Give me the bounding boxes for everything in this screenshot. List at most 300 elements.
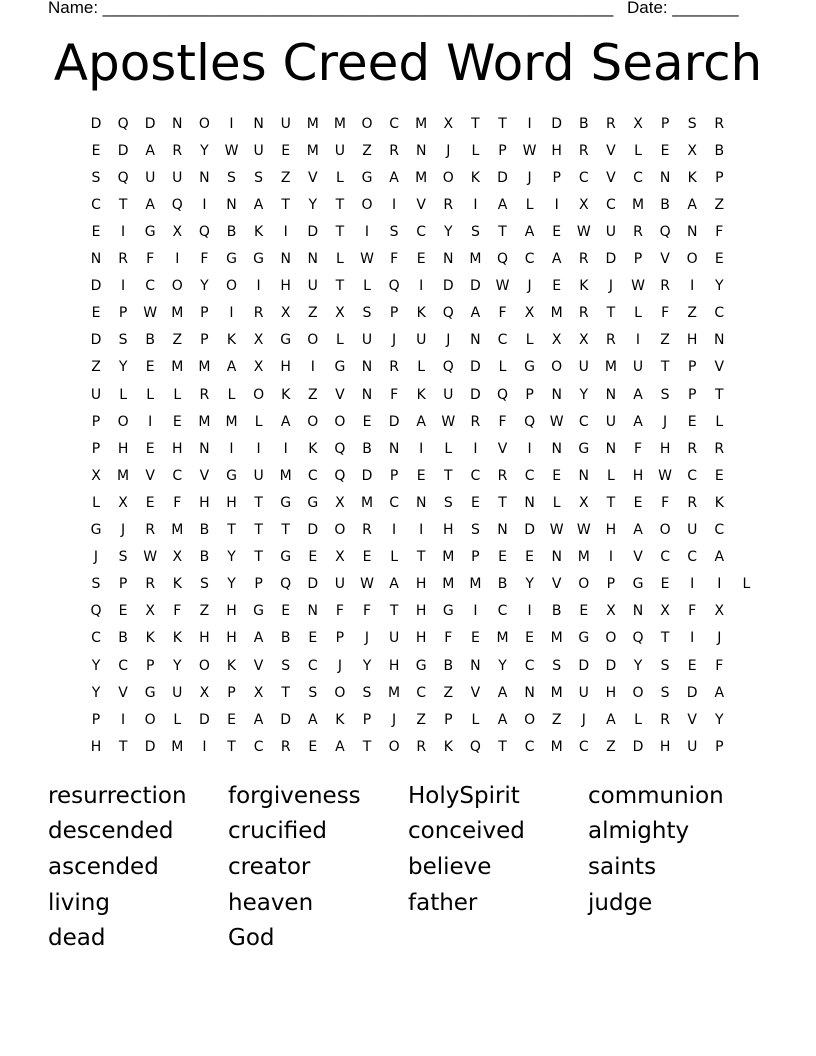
grid-letter: X <box>579 494 589 511</box>
grid-letter: W <box>522 142 537 159</box>
grid-letter: F <box>362 603 372 620</box>
grid-letter: L <box>173 711 182 728</box>
grid-letter: M <box>225 413 238 430</box>
grid-letter: X <box>199 684 210 701</box>
grid-letter: R <box>389 142 399 159</box>
grid-letter: P <box>335 630 345 647</box>
grid-letter: H <box>388 657 400 674</box>
grid-letter: S <box>118 332 128 349</box>
grid-letter: H <box>686 332 698 349</box>
grid-letter: I <box>419 522 424 538</box>
grid-letter: R <box>145 576 156 593</box>
grid-letter: Q <box>496 251 509 267</box>
grid-letter: T <box>660 359 670 376</box>
grid-letter: Q <box>659 223 671 240</box>
grid-letter: D <box>524 522 535 538</box>
grid-letter: D <box>361 467 373 484</box>
grid-letter: C <box>253 738 264 755</box>
grid-letter: Z <box>308 386 318 403</box>
grid-letter: A <box>497 684 508 701</box>
grid-letter: O <box>578 576 590 593</box>
grid-letter: H <box>226 630 237 647</box>
grid-letter: Y <box>227 549 236 566</box>
grid-letter: N <box>361 359 373 376</box>
grid-letter: F <box>173 603 182 620</box>
grid-letter: M <box>306 115 319 132</box>
grid-letter: A <box>714 684 725 701</box>
grid-letter: E <box>416 251 426 267</box>
grid-letter: T <box>227 522 236 538</box>
grid-letter: E <box>552 278 562 295</box>
grid-letter: I <box>283 440 288 457</box>
grid-letter: S <box>254 169 264 186</box>
grid-letter: R <box>416 738 427 755</box>
grid-letter: L <box>227 386 236 403</box>
grid-letter: S <box>118 549 128 566</box>
grid-letter: N <box>199 169 210 186</box>
grid-letter: L <box>335 332 344 349</box>
grid-letter: D <box>307 223 319 240</box>
grid-letter: V <box>606 142 616 159</box>
grid-letter: Z <box>443 684 454 701</box>
grid-letter: O <box>334 413 346 430</box>
grid-letter: D <box>144 738 156 755</box>
grid-letter: L <box>363 278 371 295</box>
grid-letter: D <box>551 115 563 132</box>
grid-letter: U <box>632 359 644 376</box>
grid-letter: C <box>578 738 589 755</box>
grid-letter: F <box>715 657 724 674</box>
grid-letter: R <box>578 251 589 267</box>
grid-letter: O <box>171 278 183 295</box>
grid-letter: J <box>121 522 126 538</box>
grid-letter: R <box>660 711 670 728</box>
grid-letter: C <box>606 196 616 213</box>
grid-letter: J <box>663 413 668 430</box>
grid-letter: T <box>227 738 236 755</box>
grid-letter: C <box>633 169 643 186</box>
grid-letter: C <box>524 467 535 484</box>
grid-letter: Q <box>469 738 481 755</box>
grid-letter: F <box>173 494 182 511</box>
grid-letter: R <box>280 738 291 755</box>
grid-letter: E <box>91 305 101 322</box>
grid-letter: Q <box>117 115 129 132</box>
grid-letter: P <box>118 576 128 593</box>
grid-letter: D <box>199 711 210 728</box>
grid-letter: J <box>392 332 397 349</box>
grid-letter: L <box>634 711 642 728</box>
grid-letter: U <box>361 332 373 349</box>
grid-letter: E <box>91 142 101 159</box>
grid-letter: E <box>416 467 426 484</box>
grid-letter: X <box>524 305 535 322</box>
grid-letter: C <box>497 603 508 620</box>
grid-letter: A <box>497 711 508 728</box>
grid-letter: I <box>527 440 532 457</box>
grid-letter: L <box>525 332 534 349</box>
grid-letter: E <box>687 657 697 674</box>
grid-letter: C <box>687 467 698 484</box>
grid-letter: M <box>496 630 509 647</box>
grid-letter: Z <box>714 196 725 213</box>
grid-letter: O <box>524 711 536 728</box>
grid-letter: R <box>470 413 481 430</box>
word-list-item: ascended <box>48 854 159 880</box>
grid-letter: F <box>715 223 724 240</box>
grid-letter: M <box>171 305 184 322</box>
grid-letter: N <box>415 142 427 159</box>
grid-letter: T <box>606 494 616 511</box>
grid-letter: F <box>335 603 344 620</box>
grid-letter: Q <box>388 278 400 295</box>
grid-letter: P <box>687 359 697 376</box>
grid-letter: N <box>714 332 725 349</box>
grid-letter: H <box>280 278 291 295</box>
grid-letter: N <box>226 196 237 213</box>
grid-letter: I <box>635 332 641 349</box>
grid-letter: K <box>335 711 345 728</box>
grid-letter: M <box>279 467 292 484</box>
grid-letter: M <box>577 549 590 566</box>
grid-letter: U <box>578 359 589 376</box>
word-list-item: judge <box>588 890 653 916</box>
grid-letter: X <box>172 223 183 240</box>
grid-letter: R <box>687 440 698 457</box>
grid-letter: H <box>226 494 237 511</box>
grid-letter: P <box>145 657 155 674</box>
grid-letter: S <box>470 522 480 538</box>
grid-letter: U <box>687 738 698 755</box>
grid-letter: B <box>118 630 128 647</box>
grid-letter: V <box>606 169 616 186</box>
grid-letter: Z <box>362 142 372 159</box>
grid-letter: X <box>579 332 589 349</box>
grid-letter: Q <box>632 630 644 647</box>
grid-letter: P <box>200 332 209 349</box>
grid-letter: O <box>144 711 156 728</box>
grid-letter: R <box>606 332 616 349</box>
grid-letter: J <box>93 549 99 566</box>
grid-letter: U <box>280 115 291 132</box>
word-list-item: communion <box>588 783 724 809</box>
grid-letter: W <box>441 413 456 430</box>
grid-letter: P <box>498 142 507 159</box>
grid-letter: A <box>633 522 643 538</box>
grid-letter: D <box>90 278 102 295</box>
grid-letter: L <box>335 251 344 267</box>
grid-letter: A <box>389 576 399 593</box>
grid-letter: B <box>443 657 454 674</box>
grid-letter: L <box>417 359 426 376</box>
grid-letter: C <box>416 223 427 240</box>
grid-letter: C <box>91 630 101 647</box>
grid-letter: V <box>118 684 128 701</box>
grid-letter: A <box>606 711 616 728</box>
word-list-item: creator <box>228 854 311 880</box>
grid-letter: R <box>118 251 128 267</box>
grid-letter: I <box>283 223 288 240</box>
grid-letter: J <box>446 142 451 159</box>
grid-letter: X <box>335 494 345 511</box>
grid-letter: T <box>498 223 507 240</box>
grid-letter: W <box>360 576 374 593</box>
word-list-item: father <box>408 890 478 916</box>
grid-letter: R <box>714 115 725 132</box>
grid-letter: T <box>498 494 507 511</box>
grid-letter: S <box>470 223 480 240</box>
grid-letter: L <box>119 386 127 403</box>
grid-letter: T <box>254 522 263 538</box>
grid-letter: N <box>307 603 319 620</box>
grid-letter: P <box>552 169 561 186</box>
grid-letter: K <box>687 169 697 186</box>
grid-letter: K <box>172 630 182 647</box>
grid-letter: D <box>578 657 590 674</box>
grid-letter: B <box>199 549 210 566</box>
grid-letter: X <box>606 603 616 620</box>
grid-letter: E <box>308 549 318 566</box>
grid-letter: S <box>227 169 236 186</box>
grid-letter: T <box>471 115 480 132</box>
grid-letter: T <box>606 305 616 322</box>
grid-letter: P <box>633 251 643 267</box>
grid-letter: P <box>362 711 372 728</box>
grid-letter: C <box>524 738 535 755</box>
grid-letter: E <box>579 603 589 620</box>
grid-letter: R <box>145 522 156 538</box>
grid-letter: N <box>90 251 102 267</box>
grid-letter: I <box>229 115 234 132</box>
grid-letter: Y <box>200 142 209 159</box>
grid-letter: A <box>633 413 643 430</box>
grid-letter: L <box>715 413 724 430</box>
grid-letter: T <box>281 196 290 213</box>
grid-letter: I <box>148 413 153 430</box>
grid-letter: A <box>416 413 426 430</box>
grid-letter: W <box>495 278 510 295</box>
grid-letter: D <box>442 278 454 295</box>
grid-letter: C <box>118 657 128 674</box>
grid-letter: P <box>227 684 236 701</box>
grid-letter: J <box>364 630 370 647</box>
grid-letter: V <box>660 251 670 267</box>
grid-letter: I <box>527 115 532 132</box>
grid-letter: G <box>253 603 265 620</box>
grid-letter: G <box>524 359 536 376</box>
grid-letter: C <box>91 196 101 213</box>
grid-letter: F <box>688 603 697 620</box>
grid-letter: S <box>91 576 101 593</box>
grid-letter: G <box>280 494 292 511</box>
grid-letter: X <box>660 603 670 620</box>
grid-letter: M <box>415 169 428 186</box>
grid-letter: I <box>690 278 695 295</box>
grid-letter: T <box>389 603 399 620</box>
grid-letter: S <box>91 169 101 186</box>
grid-letter: Q <box>524 413 536 430</box>
grid-letter: O <box>686 251 698 267</box>
grid-letter: I <box>554 196 559 213</box>
grid-letter: K <box>308 440 318 457</box>
grid-letter: M <box>360 494 374 511</box>
grid-letter: S <box>443 494 453 511</box>
grid-letter: P <box>91 440 101 457</box>
grid-letter: Q <box>334 440 346 457</box>
grid-letter: E <box>552 467 562 484</box>
grid-letter: Y <box>498 657 507 674</box>
grid-letter: S <box>389 223 399 240</box>
grid-letter: L <box>634 142 642 159</box>
grid-letter: B <box>280 630 291 647</box>
grid-letter: F <box>498 413 507 430</box>
grid-letter: M <box>198 359 211 376</box>
grid-letter: U <box>253 467 264 484</box>
grid-letter: C <box>524 251 535 267</box>
grid-letter: M <box>171 522 184 538</box>
grid-letter: L <box>92 494 100 511</box>
grid-letter: K <box>281 386 291 403</box>
grid-letter: Y <box>579 386 589 403</box>
grid-letter: A <box>226 359 237 376</box>
grid-letter: U <box>90 386 102 403</box>
word-list-item: heaven <box>228 890 314 916</box>
grid-letter: O <box>551 359 563 376</box>
grid-letter: Q <box>198 223 210 240</box>
grid-letter: N <box>307 251 319 267</box>
grid-letter: S <box>362 684 372 701</box>
grid-letter: Y <box>118 359 128 376</box>
grid-letter: W <box>576 522 591 538</box>
grid-letter: E <box>714 251 724 267</box>
word-list-item: resurrection <box>48 783 187 809</box>
grid-letter: H <box>605 684 617 701</box>
grid-letter: U <box>605 413 617 430</box>
grid-letter: K <box>145 630 155 647</box>
grid-letter: J <box>608 278 613 295</box>
grid-letter: O <box>361 115 373 132</box>
grid-letter: F <box>444 630 453 647</box>
grid-letter: R <box>253 305 264 322</box>
grid-letter: B <box>714 142 725 159</box>
grid-letter: W <box>549 413 564 430</box>
grid-letter: M <box>171 738 184 755</box>
grid-letter: C <box>578 169 589 186</box>
grid-letter: O <box>605 630 617 647</box>
grid-letter: D <box>280 711 292 728</box>
grid-letter: L <box>173 386 182 403</box>
grid-letter: M <box>604 359 617 376</box>
grid-letter: C <box>389 494 399 511</box>
grid-letter: E <box>525 549 535 566</box>
grid-letter: I <box>175 251 180 267</box>
grid-letter: I <box>121 711 126 728</box>
grid-letter: I <box>256 278 261 295</box>
grid-letter: B <box>362 440 372 457</box>
grid-letter: E <box>660 142 670 159</box>
grid-letter: G <box>632 576 644 593</box>
grid-letter: C <box>714 522 725 538</box>
grid-letter: R <box>389 359 399 376</box>
grid-letter: G <box>578 440 590 457</box>
grid-letter: D <box>90 332 102 349</box>
grid-letter: N <box>605 386 617 403</box>
grid-letter: R <box>687 494 698 511</box>
grid-letter: N <box>280 251 291 267</box>
grid-letter: M <box>550 684 563 701</box>
grid-letter: D <box>144 115 156 132</box>
grid-letter: B <box>578 115 589 132</box>
grid-letter: R <box>443 196 454 213</box>
grid-letter: E <box>227 711 236 728</box>
grid-letter: E <box>525 630 535 647</box>
grid-letter: N <box>415 494 427 511</box>
grid-letter: I <box>419 440 424 457</box>
grid-letter: X <box>579 196 589 213</box>
grid-letter: V <box>145 467 155 484</box>
grid-letter: Q <box>334 467 346 484</box>
grid-letter: D <box>307 576 319 593</box>
grid-letter: Y <box>91 684 101 701</box>
grid-letter: G <box>415 657 427 674</box>
grid-letter: T <box>498 115 507 132</box>
grid-letter: C <box>389 115 399 132</box>
grid-letter: E <box>687 413 697 430</box>
grid-letter: G <box>144 223 156 240</box>
grid-letter: I <box>121 278 126 295</box>
grid-letter: J <box>337 657 342 674</box>
grid-letter: D <box>388 413 400 430</box>
grid-letter: G <box>307 494 319 511</box>
grid-letter: W <box>658 467 673 484</box>
grid-letter: Z <box>91 359 101 376</box>
grid-letter: D <box>470 386 481 403</box>
grid-letter: E <box>633 494 643 511</box>
grid-letter: I <box>608 549 613 566</box>
grid-letter: M <box>198 413 211 430</box>
grid-letter: Q <box>90 603 102 620</box>
grid-letter: Z <box>199 603 210 620</box>
name-field-line: Name: ______________________________________________________ <box>48 0 614 17</box>
grid-letter: A <box>145 142 155 159</box>
grid-letter: M <box>442 549 455 566</box>
grid-letter: T <box>281 522 290 538</box>
grid-letter: O <box>307 332 319 349</box>
grid-letter: Y <box>715 278 724 295</box>
grid-letter: U <box>388 630 400 647</box>
grid-letter: M <box>469 576 482 593</box>
grid-letter: Q <box>171 196 183 213</box>
grid-letter: F <box>661 494 670 511</box>
grid-letter: X <box>687 142 697 159</box>
grid-letter: K <box>226 332 237 349</box>
grid-letter: O <box>225 278 238 295</box>
grid-letter: Y <box>525 576 534 593</box>
grid-letter: B <box>660 196 670 213</box>
grid-letter: J <box>581 711 586 728</box>
grid-letter: E <box>498 549 507 566</box>
grid-letter: U <box>334 576 346 593</box>
grid-letter: P <box>715 738 724 755</box>
grid-letter: B <box>145 332 155 349</box>
grid-letter: I <box>121 223 126 240</box>
grid-letter: E <box>91 223 101 240</box>
grid-letter: A <box>633 386 643 403</box>
page-title: Apostles Creed Word Search <box>53 34 763 92</box>
grid-letter: J <box>527 278 532 295</box>
grid-letter: K <box>714 494 724 511</box>
grid-letter: Q <box>117 169 129 186</box>
